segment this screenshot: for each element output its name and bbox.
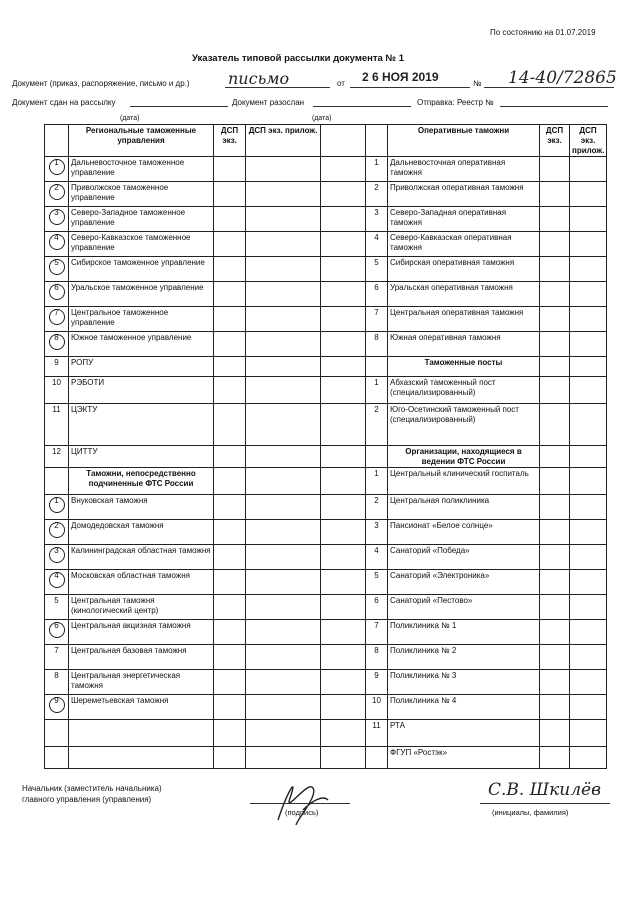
dsp-attachments-left: [246, 545, 321, 570]
dsp-copies-right: [540, 520, 570, 545]
dsp-attachments-right: [570, 645, 607, 670]
right-row-number: 8: [366, 645, 388, 670]
dsp-attachments-right: [570, 282, 607, 307]
table-row: [45, 157, 607, 182]
header-dsp-att-right: ДСП экз. прилож.: [570, 125, 607, 157]
left-row-name: Южное таможенное управление: [69, 332, 214, 357]
from-label: от: [337, 79, 345, 88]
right-row-number: 11: [366, 720, 388, 747]
gap-cell: [321, 495, 366, 520]
right-row-name: Поликлиника № 4: [388, 695, 540, 720]
table-row: [45, 446, 607, 468]
gap-cell: [321, 695, 366, 720]
header-num-right: [366, 125, 388, 157]
date-hint-2: (дата): [312, 115, 332, 122]
dsp-copies-right: [540, 207, 570, 232]
left-row-name: РЭБОТИ: [69, 377, 214, 404]
gap-cell: [321, 720, 366, 747]
right-row-name: Санаторий «Победа»: [388, 545, 540, 570]
table-row: [45, 545, 607, 570]
dsp-copies-right: [540, 332, 570, 357]
table-row: [45, 232, 607, 257]
dsp-copies-left: [214, 377, 246, 404]
gap-cell: [321, 747, 366, 769]
dsp-attachments-right: [570, 695, 607, 720]
right-row-name: Санаторий «Электроника»: [388, 570, 540, 595]
left-row-name: Калининградская областная таможня: [69, 545, 214, 570]
header-gap: [321, 125, 366, 157]
table-row: [45, 207, 607, 232]
dsp-copies-right: [540, 182, 570, 207]
gap-cell: [321, 282, 366, 307]
gap-cell: [321, 404, 366, 446]
signature-hint: (подпись): [285, 808, 319, 817]
dsp-attachments-right: [570, 257, 607, 282]
as-of-date: По состоянию на 01.07.2019: [490, 28, 596, 37]
right-row-number: 2: [366, 495, 388, 520]
dsp-attachments-left: [246, 645, 321, 670]
left-row-name: Московская областная таможня: [69, 570, 214, 595]
left-row-number-text: 6: [54, 283, 59, 292]
dsp-attachments-left: [246, 670, 321, 695]
left-row-number-text: 8: [54, 333, 59, 342]
chief-label-1: Начальник (заместитель начальника): [22, 784, 162, 793]
left-row-number: [45, 495, 69, 520]
gap-cell: [321, 570, 366, 595]
dsp-attachments-left: [246, 620, 321, 645]
dsp-copies-right: [540, 670, 570, 695]
dsp-copies-right: [540, 595, 570, 620]
table-row: [45, 570, 607, 595]
left-row-number-text: 3: [54, 208, 59, 217]
table-row: [45, 520, 607, 545]
left-row-number: [45, 670, 69, 695]
dsp-attachments-right: [570, 747, 607, 769]
left-row-number-text: 9: [54, 358, 59, 367]
dsp-attachments-left: [246, 357, 321, 377]
docsent-label: Документ разослан: [232, 98, 305, 107]
right-row-name: Организации, находящиеся в ведении ФТС России: [388, 446, 540, 468]
right-row-number: 3: [366, 520, 388, 545]
left-row-name: ЦИТТУ: [69, 446, 214, 468]
left-row-number-text: 10: [52, 378, 61, 387]
left-row-number: [45, 747, 69, 769]
left-row-number: [45, 332, 69, 357]
dsp-copies-left: [214, 645, 246, 670]
table-row: [45, 377, 607, 404]
right-row-name: Центральный клинический госпиталь: [388, 468, 540, 495]
dsp-attachments-left: [246, 377, 321, 404]
table-row: [45, 282, 607, 307]
gap-cell: [321, 157, 366, 182]
dsp-copies-left: [214, 282, 246, 307]
table-row: [45, 670, 607, 695]
dsp-copies-left: [214, 157, 246, 182]
doc-number-value: 14-40/72865: [508, 68, 617, 88]
left-row-name: РОПУ: [69, 357, 214, 377]
header-dsp-att-left: ДСП экз. прилож.: [246, 125, 321, 157]
doc-date-stamp: 2 6 НОЯ 2019: [362, 70, 439, 84]
left-row-number: [45, 645, 69, 670]
table-row: [45, 182, 607, 207]
dsp-copies-left: [214, 520, 246, 545]
dsp-copies-right: [540, 468, 570, 495]
dsp-copies-left: [214, 670, 246, 695]
left-row-number: [45, 468, 69, 495]
left-row-number: [45, 282, 69, 307]
left-row-name: Домодедовская таможня: [69, 520, 214, 545]
doc-type-label: Документ (приказ, распоряжение, письмо и др.): [12, 79, 190, 88]
dsp-copies-left: [214, 620, 246, 645]
dsp-copies-left: [214, 695, 246, 720]
left-row-number: [45, 695, 69, 720]
right-row-number: 1: [366, 468, 388, 495]
dsp-attachments-right: [570, 182, 607, 207]
right-row-name: Северо-Западная оперативная таможня: [388, 207, 540, 232]
dsp-copies-left: [214, 182, 246, 207]
gap-cell: [321, 545, 366, 570]
dsp-copies-left: [214, 404, 246, 446]
right-row-number: [366, 747, 388, 769]
sent-date-line: [130, 106, 228, 107]
name-hint: (инициалы, фамилия): [492, 808, 569, 817]
dsp-copies-right: [540, 695, 570, 720]
left-row-name: Центральная энергетическая таможня: [69, 670, 214, 695]
dsp-copies-right: [540, 545, 570, 570]
right-row-name: Центральная оперативная таможня: [388, 307, 540, 332]
dsp-copies-left: [214, 495, 246, 520]
dsp-attachments-left: [246, 595, 321, 620]
page-title: Указатель типовой рассылки документа № 1: [192, 53, 404, 64]
dsp-attachments-left: [246, 182, 321, 207]
gap-cell: [321, 307, 366, 332]
dsp-attachments-right: [570, 720, 607, 747]
dsp-copies-left: [214, 357, 246, 377]
right-row-name: Южная оперативная таможня: [388, 332, 540, 357]
right-row-name: Центральная поликлиника: [388, 495, 540, 520]
gap-cell: [321, 232, 366, 257]
dsp-copies-left: [214, 307, 246, 332]
chief-label-2: главного управления (управления): [22, 795, 152, 804]
table-row: [45, 307, 607, 332]
dsp-attachments-left: [246, 495, 321, 520]
table-row: [45, 620, 607, 645]
dsp-attachments-right: [570, 670, 607, 695]
right-row-number: [366, 357, 388, 377]
registry-line: [500, 106, 608, 107]
docsent-date-line: [313, 106, 411, 107]
table-row: [45, 332, 607, 357]
left-row-number: [45, 446, 69, 468]
right-row-number: 8: [366, 332, 388, 357]
doc-date-line: [350, 87, 470, 88]
dsp-attachments-left: [246, 520, 321, 545]
dsp-attachments-left: [246, 257, 321, 282]
dsp-attachments-right: [570, 207, 607, 232]
left-row-name: [69, 720, 214, 747]
sent-by-label: Отправка: Реестр №: [417, 98, 494, 107]
header-num-left: [45, 125, 69, 157]
right-row-number: 2: [366, 182, 388, 207]
left-row-number: [45, 404, 69, 446]
table-row: [45, 468, 607, 495]
gap-cell: [321, 446, 366, 468]
right-row-number: 2: [366, 404, 388, 446]
dsp-attachments-right: [570, 570, 607, 595]
gap-cell: [321, 645, 366, 670]
gap-cell: [321, 595, 366, 620]
distribution-table: [44, 124, 607, 769]
gap-cell: [321, 357, 366, 377]
dsp-attachments-right: [570, 495, 607, 520]
table-row: [45, 595, 607, 620]
left-row-number-text: 11: [52, 405, 61, 414]
dsp-copies-right: [540, 232, 570, 257]
gap-cell: [321, 670, 366, 695]
left-row-name: [69, 747, 214, 769]
left-row-number-text: 2: [54, 183, 59, 192]
dsp-attachments-left: [246, 307, 321, 332]
right-row-name: Пансионат «Белое солнце»: [388, 520, 540, 545]
left-row-name: ЦЭКТУ: [69, 404, 214, 446]
left-row-number-text: 6: [54, 621, 59, 630]
dsp-copies-left: [214, 468, 246, 495]
dsp-attachments-right: [570, 545, 607, 570]
right-row-number: 1: [366, 377, 388, 404]
left-row-name: Сибирское таможенное управление: [69, 257, 214, 282]
dsp-attachments-right: [570, 157, 607, 182]
dsp-attachments-left: [246, 570, 321, 595]
dsp-copies-left: [214, 257, 246, 282]
right-row-number: 4: [366, 232, 388, 257]
dsp-attachments-right: [570, 232, 607, 257]
dsp-attachments-left: [246, 157, 321, 182]
left-row-number-text: 8: [54, 671, 59, 680]
left-row-number-text: 7: [54, 646, 59, 655]
gap-cell: [321, 377, 366, 404]
left-row-name: Центральная акцизная таможня: [69, 620, 214, 645]
left-row-number-text: 1: [54, 158, 59, 167]
left-row-number: [45, 720, 69, 747]
left-row-name: Таможни, непосредственно подчиненные ФТС России: [69, 468, 214, 495]
right-row-name: Северо-Кавказская оперативная таможня: [388, 232, 540, 257]
dsp-copies-right: [540, 307, 570, 332]
left-row-name: Уральское таможенное управление: [69, 282, 214, 307]
right-row-name: Таможенные посты: [388, 357, 540, 377]
gap-cell: [321, 620, 366, 645]
right-row-name: Уральская оперативная таможня: [388, 282, 540, 307]
dsp-attachments-left: [246, 695, 321, 720]
dsp-attachments-right: [570, 404, 607, 446]
header-dsp-left: ДСП экз.: [214, 125, 246, 157]
name-line: [480, 803, 610, 804]
left-row-number: [45, 232, 69, 257]
dsp-copies-right: [540, 720, 570, 747]
right-row-name: Юго-Осетинский таможенный пост (специализированный): [388, 404, 540, 446]
right-row-name: ФГУП «Ростэк»: [388, 747, 540, 769]
left-row-number-text: 5: [54, 258, 59, 267]
dsp-copies-right: [540, 446, 570, 468]
left-row-number: [45, 357, 69, 377]
dsp-copies-left: [214, 446, 246, 468]
left-row-name: Приволжское таможенное управление: [69, 182, 214, 207]
sent-label: Документ сдан на рассылку: [12, 98, 116, 107]
doc-type-value: письмо: [228, 69, 290, 88]
gap-cell: [321, 468, 366, 495]
dsp-copies-right: [540, 157, 570, 182]
left-row-number-text: 12: [52, 447, 61, 456]
left-row-number: [45, 157, 69, 182]
left-row-number-text: 2: [54, 521, 59, 530]
dsp-copies-right: [540, 282, 570, 307]
dsp-copies-left: [214, 232, 246, 257]
dsp-copies-left: [214, 207, 246, 232]
left-row-number: [45, 595, 69, 620]
dsp-copies-left: [214, 570, 246, 595]
dsp-attachments-left: [246, 446, 321, 468]
header-dsp-right: ДСП экз.: [540, 125, 570, 157]
right-row-name: Поликлиника № 1: [388, 620, 540, 645]
left-row-name: Северо-Кавказское таможенное управление: [69, 232, 214, 257]
gap-cell: [321, 332, 366, 357]
dsp-attachments-left: [246, 207, 321, 232]
left-row-number-text: 4: [54, 571, 59, 580]
dsp-attachments-left: [246, 720, 321, 747]
left-row-name: Внуковская таможня: [69, 495, 214, 520]
dsp-attachments-left: [246, 282, 321, 307]
dsp-attachments-right: [570, 377, 607, 404]
right-row-name: Санаторий «Пестово»: [388, 595, 540, 620]
right-row-number: 6: [366, 282, 388, 307]
dsp-attachments-right: [570, 446, 607, 468]
dsp-copies-left: [214, 595, 246, 620]
dsp-copies-right: [540, 747, 570, 769]
right-row-number: 3: [366, 207, 388, 232]
gap-cell: [321, 520, 366, 545]
left-row-name: Центральная базовая таможня: [69, 645, 214, 670]
dsp-copies-right: [540, 377, 570, 404]
left-row-number: [45, 620, 69, 645]
dsp-copies-left: [214, 545, 246, 570]
dsp-copies-right: [540, 357, 570, 377]
dsp-attachments-right: [570, 620, 607, 645]
left-row-number-text: 9: [54, 696, 59, 705]
right-row-number: 7: [366, 307, 388, 332]
dsp-copies-right: [540, 645, 570, 670]
dsp-attachments-left: [246, 468, 321, 495]
table-row: [45, 357, 607, 377]
left-row-number-text: 3: [54, 546, 59, 555]
right-row-name: Приволжская оперативная таможня: [388, 182, 540, 207]
left-row-name: Шереметьевская таможня: [69, 695, 214, 720]
left-row-name: Дальневосточное таможенное управление: [69, 157, 214, 182]
dsp-copies-right: [540, 404, 570, 446]
gap-cell: [321, 182, 366, 207]
header-operational: Оперативные таможни: [388, 125, 540, 157]
right-row-name: Дальневосточная оперативная таможня: [388, 157, 540, 182]
table-row: [45, 645, 607, 670]
dsp-attachments-right: [570, 307, 607, 332]
right-row-number: 1: [366, 157, 388, 182]
table-row: [45, 747, 607, 769]
dsp-attachments-right: [570, 595, 607, 620]
left-row-number-text: 7: [54, 308, 59, 317]
right-row-name: Поликлиника № 3: [388, 670, 540, 695]
dsp-copies-left: [214, 332, 246, 357]
gap-cell: [321, 257, 366, 282]
left-row-name: Центральная таможня (кинологический центр): [69, 595, 214, 620]
dsp-attachments-right: [570, 357, 607, 377]
right-row-number: 5: [366, 257, 388, 282]
left-row-number: [45, 182, 69, 207]
dsp-attachments-right: [570, 468, 607, 495]
table-row: [45, 695, 607, 720]
left-row-number: [45, 520, 69, 545]
header-regional: Региональные таможенные управления: [69, 125, 214, 157]
right-row-number: 5: [366, 570, 388, 595]
dsp-attachments-left: [246, 404, 321, 446]
right-row-name: Поликлиника № 2: [388, 645, 540, 670]
right-row-number: 10: [366, 695, 388, 720]
right-row-number: [366, 446, 388, 468]
right-row-name: РТА: [388, 720, 540, 747]
left-row-number-text: 5: [54, 596, 59, 605]
date-hint-1: (дата): [120, 115, 140, 122]
table-row: [45, 720, 607, 747]
dsp-attachments-right: [570, 520, 607, 545]
right-row-number: 7: [366, 620, 388, 645]
left-row-number: [45, 377, 69, 404]
number-label: №: [473, 79, 482, 88]
right-row-number: 4: [366, 545, 388, 570]
right-row-name: Сибирская оперативная таможня: [388, 257, 540, 282]
dsp-copies-right: [540, 570, 570, 595]
left-row-name: Центральное таможенное управление: [69, 307, 214, 332]
left-row-number: [45, 207, 69, 232]
signer-name: С.В. Шкилёв: [488, 780, 601, 800]
right-row-name: Абхазский таможенный пост (специализированный): [388, 377, 540, 404]
dsp-copies-right: [540, 257, 570, 282]
dsp-attachments-left: [246, 332, 321, 357]
table-row: [45, 404, 607, 446]
left-row-number: [45, 570, 69, 595]
dsp-copies-left: [214, 720, 246, 747]
gap-cell: [321, 207, 366, 232]
dsp-copies-left: [214, 747, 246, 769]
right-row-number: 9: [366, 670, 388, 695]
dsp-attachments-left: [246, 747, 321, 769]
left-row-number: [45, 257, 69, 282]
left-row-number: [45, 307, 69, 332]
table-row: [45, 495, 607, 520]
dsp-copies-right: [540, 495, 570, 520]
left-row-number-text: 1: [54, 496, 59, 505]
table-row: [45, 257, 607, 282]
left-row-number-text: 4: [54, 233, 59, 242]
left-row-number: [45, 545, 69, 570]
dsp-copies-right: [540, 620, 570, 645]
right-row-number: 6: [366, 595, 388, 620]
dsp-attachments-right: [570, 332, 607, 357]
signature-mark: [268, 770, 338, 830]
dsp-attachments-left: [246, 232, 321, 257]
left-row-name: Северо-Западное таможенное управление: [69, 207, 214, 232]
